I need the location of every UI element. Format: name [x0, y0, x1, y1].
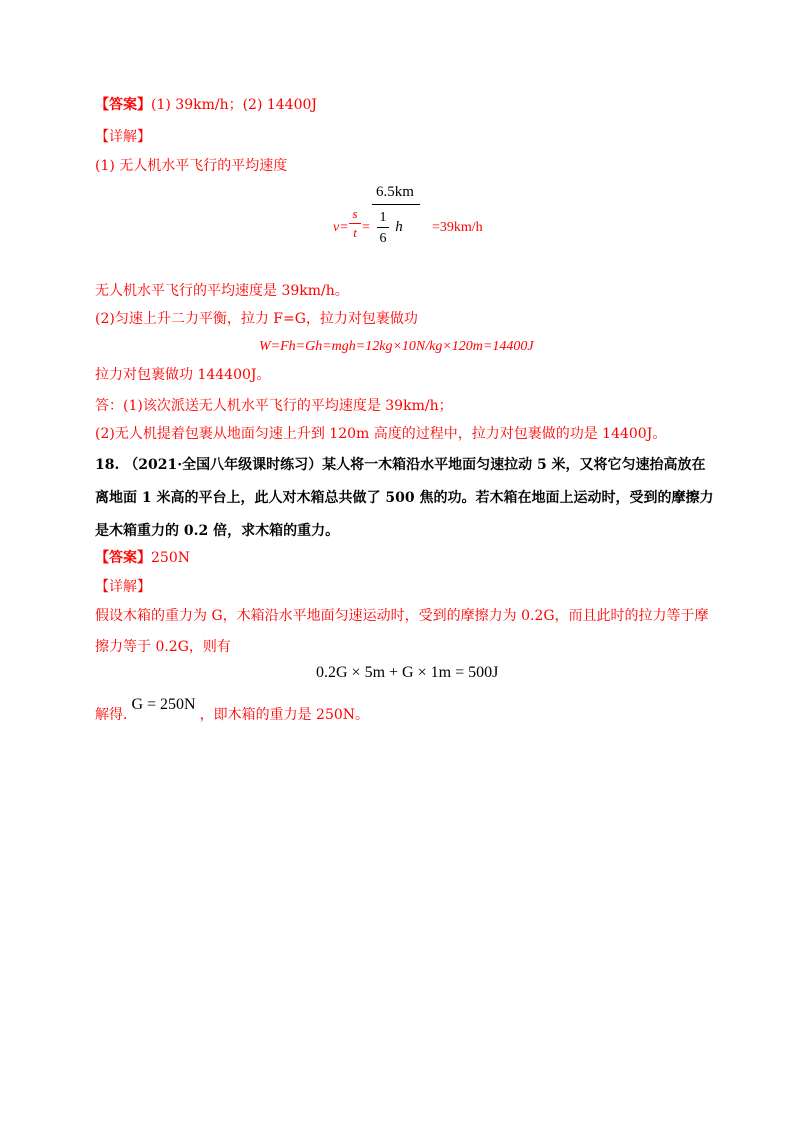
q18-detail-label: 【详解】 [95, 579, 151, 595]
eq1-lhs: v= [333, 220, 349, 235]
q18-question-line-1: 18. （2021·全国八年级课时练习）某人将一木箱沿水平地面匀速拉动 5 米，又将它匀速抬高放在 [95, 457, 706, 473]
eq1-t: t [353, 225, 357, 240]
q17-detail-label: 【详解】 [95, 129, 151, 145]
eq1-den-num: 1 [379, 210, 387, 225]
eq1-den-den: 6 [379, 231, 387, 246]
answer-label: 【答案】 [95, 550, 151, 566]
q17-answer-line [95, 95, 317, 115]
answer-text: 250N [151, 550, 190, 566]
eq1-equals: = [362, 220, 370, 235]
eq1-result: =39km/h [432, 220, 483, 235]
eq1-den-unit: h [395, 219, 403, 235]
eq1-numerator: 6.5km [376, 184, 414, 200]
eq1-fraction-bar-st [349, 223, 361, 224]
answer-text: (1) 39km/h；(2) 14400J [151, 97, 318, 113]
work-equation: W=Fh=Gh=mgh=12kg×10N/kg×120m=14400J [259, 339, 534, 354]
q18-detail-line-2: 擦力等于 0.2G，则有 [95, 639, 231, 655]
q18-solve-line [95, 696, 370, 725]
q17-speed-conclusion: 无人机水平飞行的平均速度是 39km/h。 [95, 283, 349, 299]
q17-part1-text: (1) 无人机水平飞行的平均速度 [95, 158, 288, 174]
solve-suffix: ，即木箱的重力是 250N。 [199, 707, 370, 723]
friction-work-equation: 0.2G × 5m + G × 1m = 500J [316, 664, 499, 681]
q17-final-answer-1: 答：(1)该次派送无人机水平飞行的平均速度是 39km/h； [95, 398, 453, 414]
q18-answer-line [95, 548, 190, 568]
eq1-fraction-bar-main [372, 204, 420, 205]
q17-part2-text: (2)匀速上升二力平衡，拉力 F=G，拉力对包裹做功 [95, 311, 418, 327]
eq1-s: s [352, 206, 358, 221]
solve-equation: G = 250N [131, 696, 196, 713]
q18-question-line-3: 是木箱重力的 0.2 倍，求木箱的重力。 [95, 523, 340, 539]
q18-question-line-2: 离地面 1 米高的平台上，此人对木箱总共做了 500 焦的功。若木箱在地面上运动时，受到的摩擦力 [95, 490, 714, 506]
answer-label: 【答案】 [95, 97, 151, 113]
q18-detail-line-1: 假设木箱的重力为 G，木箱沿水平地面匀速运动时，受到的摩擦力为 0.2G，而且此时的拉力等于摩 [95, 608, 709, 624]
q17-final-answer-2: (2)无人机提着包裹从地面匀速上升到 120m 高度的过程中，拉力对包裹做的功是 14400J。 [95, 426, 667, 442]
solve-prefix: 解得. [95, 707, 128, 723]
q17-work-conclusion: 拉力对包裹做功 144400J。 [95, 367, 271, 383]
eq1-fraction-bar-inner [377, 227, 389, 228]
